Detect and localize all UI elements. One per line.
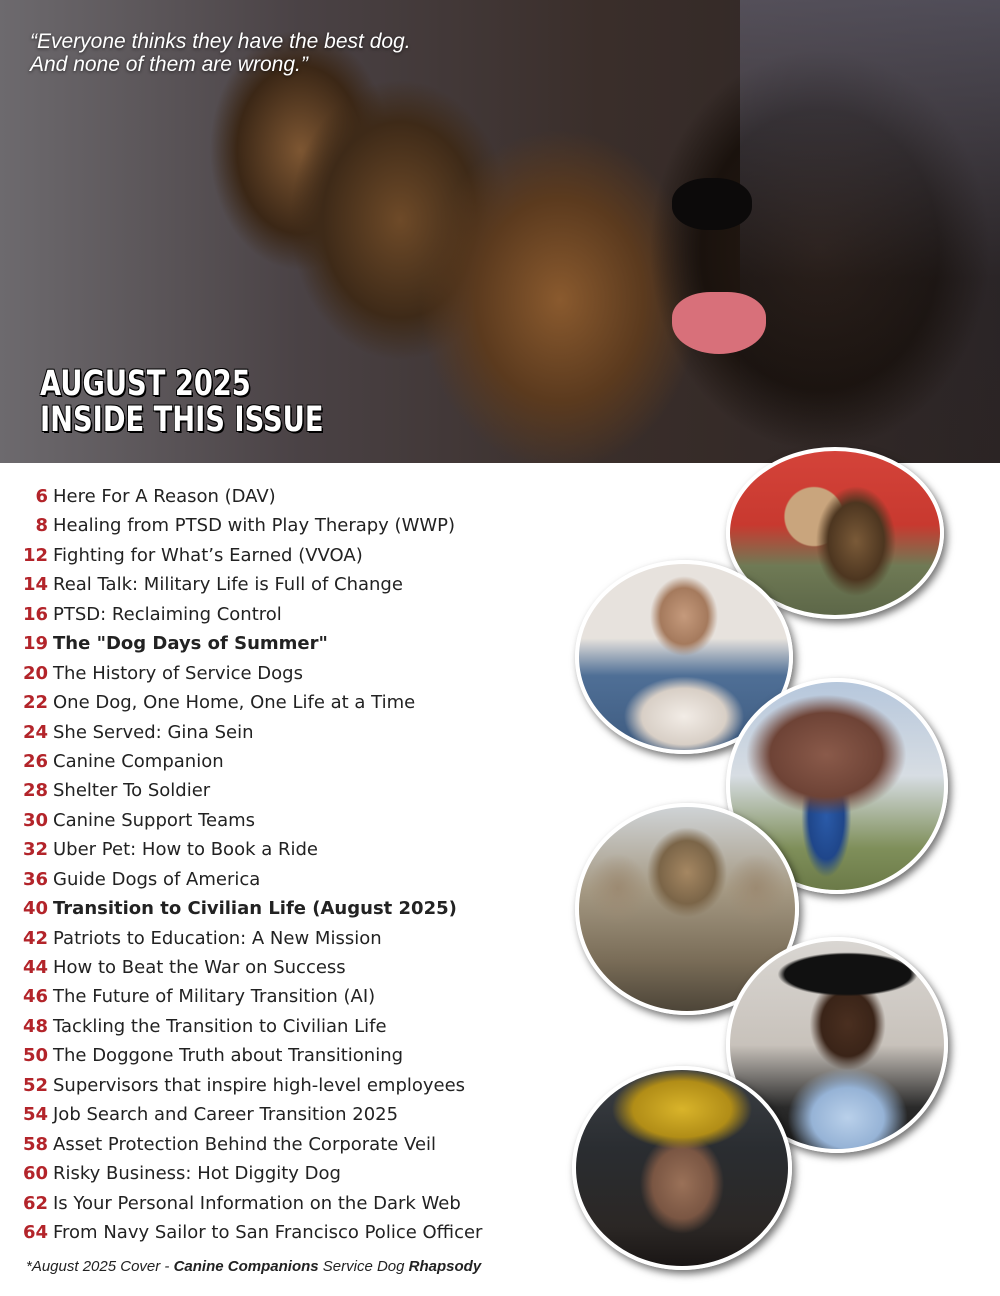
toc-entry[interactable]: [22, 865, 582, 894]
handler-uniform: [740, 0, 1000, 463]
toc-article-title: Shelter To Soldier: [53, 780, 211, 802]
toc-entry[interactable]: [22, 688, 582, 717]
quote-line-1: “Everyone thinks they have the best dog.: [30, 30, 411, 53]
caption-org: Canine Companions: [173, 1258, 319, 1275]
toc-page-number: 64: [22, 1221, 48, 1243]
toc-page-number: 14: [22, 574, 48, 596]
toc-entry[interactable]: [22, 1071, 582, 1100]
toc-article-title: Tackling the Transition to Civilian Life: [53, 1015, 387, 1037]
toc-article-title: Real Talk: Military Life is Full of Change: [53, 574, 403, 596]
toc-article-title: Is Your Personal Information on the Dark Web: [53, 1192, 461, 1214]
toc-article-title: From Navy Sailor to San Francisco Police Officer: [53, 1221, 483, 1243]
toc-entry[interactable]: [22, 629, 582, 658]
caption-middle: Service Dog: [318, 1258, 409, 1275]
toc-article-title: Risky Business: Hot Diggity Dog: [53, 1163, 341, 1185]
toc-entry[interactable]: [22, 747, 582, 776]
toc-entry[interactable]: [22, 835, 582, 864]
issue-title-date: AUGUST 2025: [40, 364, 251, 404]
caption-prefix: *August 2025 Cover -: [26, 1258, 174, 1275]
hero-quote: [30, 30, 411, 76]
toc-entry[interactable]: [22, 894, 582, 923]
toc-page-number: 60: [22, 1163, 48, 1185]
toc-page-number: 8: [35, 515, 48, 537]
toc-entry[interactable]: [22, 570, 582, 599]
toc-entry[interactable]: [22, 1130, 582, 1159]
toc-page-number: 46: [22, 986, 48, 1008]
toc-article-title: Asset Protection Behind the Corporate Veil: [53, 1133, 437, 1155]
toc-article-title: Uber Pet: How to Book a Ride: [53, 839, 318, 861]
toc-page-number: 16: [22, 603, 48, 625]
toc-entry[interactable]: [22, 718, 582, 747]
toc-article-title: Guide Dogs of America: [53, 868, 261, 890]
toc-entry[interactable]: [22, 1100, 582, 1129]
toc-page-number: 50: [22, 1045, 48, 1067]
toc-article-title: The "Dog Days of Summer": [53, 633, 328, 655]
rottweiler-nose: [672, 178, 752, 230]
rottweiler-tongue: [672, 292, 766, 354]
toc-article-title: The Doggone Truth about Transitioning: [53, 1045, 404, 1067]
firefighter-photo: [572, 1066, 792, 1270]
toc-entry[interactable]: [22, 1012, 582, 1041]
toc-page-number: 6: [35, 486, 48, 507]
caption-dog-name: Rhapsody: [408, 1258, 482, 1275]
cover-hero-photo: [0, 0, 1000, 463]
toc-entry[interactable]: [22, 659, 582, 688]
toc-page-number: 30: [22, 809, 48, 831]
toc-article-title: Canine Support Teams: [53, 809, 256, 831]
toc-article-title: Here For A Reason (DAV): [53, 486, 276, 507]
cover-caption: [26, 1258, 481, 1275]
toc-entry[interactable]: [22, 541, 582, 570]
toc-page-number: 26: [22, 750, 48, 772]
toc-page-number: 44: [22, 957, 48, 978]
toc-entry[interactable]: [22, 776, 582, 805]
toc-page-number: 52: [22, 1074, 48, 1096]
toc-page-number: 48: [22, 1015, 48, 1037]
toc-entry[interactable]: [22, 806, 582, 835]
toc-entry[interactable]: [22, 482, 582, 511]
toc-page-number: 19: [22, 633, 48, 655]
issue-title: [40, 366, 324, 438]
toc-article-title: Fighting for What’s Earned (VVOA): [53, 544, 363, 566]
toc-article-title: Job Search and Career Transition 2025: [53, 1104, 399, 1126]
issue-title-subtitle: INSIDE THIS ISSUE: [40, 400, 324, 440]
toc-entry[interactable]: [22, 1041, 582, 1070]
toc-article-title: Canine Companion: [53, 750, 224, 772]
toc-entry[interactable]: [22, 1189, 582, 1218]
toc-entry[interactable]: [22, 511, 582, 540]
toc-entry[interactable]: [22, 982, 582, 1011]
toc-entry[interactable]: [22, 1218, 582, 1247]
toc-article-title: Supervisors that inspire high-level employees: [53, 1074, 466, 1096]
toc-page-number: 42: [22, 927, 48, 949]
quote-line-2: And none of them are wrong.”: [30, 53, 308, 76]
toc-page-number: 62: [22, 1192, 48, 1214]
toc-page-number: 36: [22, 868, 48, 890]
toc-article-title: One Dog, One Home, One Life at a Time: [53, 692, 416, 714]
toc-page-number: 20: [22, 662, 48, 684]
toc-article-title: The History of Service Dogs: [53, 662, 303, 684]
toc-entry[interactable]: [22, 924, 582, 953]
toc-article-title: Transition to Civilian Life (August 2025): [53, 898, 457, 920]
table-of-contents: [22, 482, 582, 1247]
toc-article-title: Healing from PTSD with Play Therapy (WWP): [53, 515, 456, 537]
toc-page-number: 54: [22, 1104, 48, 1126]
toc-article-title: PTSD: Reclaiming Control: [53, 603, 282, 625]
toc-entry[interactable]: [22, 1159, 582, 1188]
toc-entry[interactable]: [22, 953, 582, 982]
toc-page-number: 22: [22, 692, 48, 714]
toc-entry[interactable]: [22, 600, 582, 629]
toc-article-title: She Served: Gina Sein: [53, 721, 254, 743]
toc-page-number: 40: [22, 898, 48, 920]
toc-article-title: Patriots to Education: A New Mission: [53, 927, 382, 949]
toc-page-number: 12: [22, 544, 48, 566]
toc-page-number: 24: [22, 721, 48, 743]
toc-article-title: How to Beat the War on Success: [53, 957, 346, 978]
toc-article-title: The Future of Military Transition (AI): [53, 986, 376, 1008]
toc-page-number: 32: [22, 839, 48, 861]
toc-page-number: 58: [22, 1133, 48, 1155]
toc-page-number: 28: [22, 780, 48, 802]
